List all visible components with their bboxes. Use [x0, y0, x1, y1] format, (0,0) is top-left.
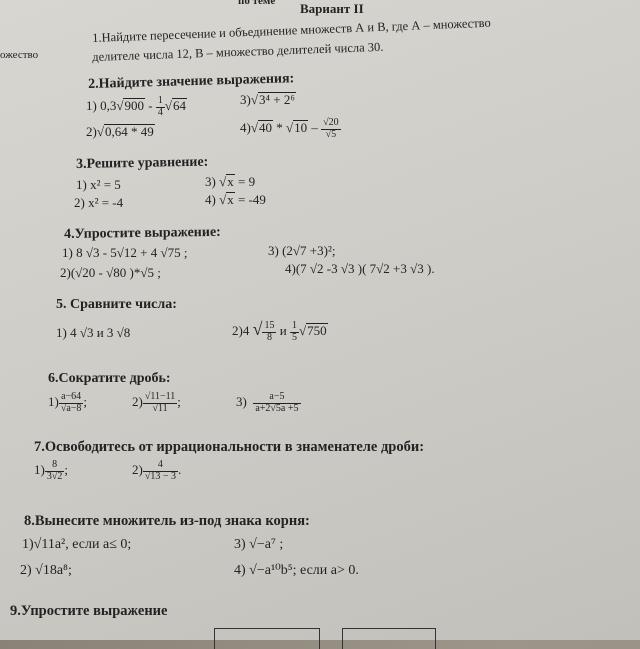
q5-title: 5. Сравните числа: [56, 297, 177, 312]
q9-expression-box-2 [342, 628, 436, 649]
q2-title: 2.Найдите значение выражения: [87, 71, 295, 92]
q1-line2: делителе числа 12, В – множество делителей числа 30. [91, 39, 384, 64]
q8-item3: 3) √−a⁷ ; [234, 537, 284, 552]
q6-item1: 1) $\frac{a-64}{√a-8}$ ; [48, 391, 88, 414]
q3-item3: 3) √x = 9 [205, 174, 256, 189]
q9-expression-box-1 [214, 628, 320, 649]
variant-title: Вариант II [300, 1, 364, 16]
q6-item2: 2) $\frac{√11-11}{√11}$ ; [132, 391, 181, 414]
q3-item2: 2) x² = -4 [74, 195, 124, 210]
side-fragment: ожество [0, 49, 39, 61]
q5-item1: 1) 4 √3 и 3 √8 [56, 325, 131, 340]
q4-item1: 1) 8 √3 - 5√12 + 4 √75 ; [62, 245, 188, 260]
q3-item1: 1) x² = 5 [76, 177, 121, 192]
q8-title: 8.Вынесите множитель из-под знака корня: [24, 513, 310, 529]
q4-title: 4.Упростите выражение: [63, 224, 221, 242]
q8-item1: 1)√11a², если a≤ 0; [22, 537, 132, 552]
q9-title: 9.Упростите выражение [10, 603, 168, 619]
q4-item4: 4)(7 √2 -3 √3 )( 7√2 +3 √3 ). [285, 261, 435, 276]
q8-item4: 4) √−a¹⁰b⁵; если a> 0. [234, 563, 359, 578]
q8-item2: 2) √18a⁸; [20, 563, 72, 578]
q2-item3: 3)√3⁴ + 2⁶ [240, 92, 295, 107]
top-fragment: по теме [238, 0, 276, 7]
q2-item2: 2)√0,64 * 49 [86, 124, 154, 139]
q3-item4: 4) √x = -49 [205, 192, 266, 207]
q7-item1: 1) $\frac{8}{3√2}$ ; [34, 459, 68, 482]
q4-item2: 2)(√20 - √80 )*√5 ; [60, 265, 161, 280]
q5-item2: 2)4 √ $\frac{15}{8}$ и $\frac{1}{5}$ √750 [232, 319, 327, 343]
q6-item3: 3) $\frac{a-5}{a+2√5a +5}$ [236, 391, 299, 414]
q7-item2: 2) $\frac{4}{√13 - 3}$ . [132, 459, 182, 482]
q3-title: 3.Решите уравнение: [75, 154, 209, 172]
q2-item1: 1) 0,3√900 - $\frac{1}{4}$ √64 [86, 95, 186, 118]
q4-item3: 3) (2√7 +3)²; [268, 243, 336, 258]
q1-line1: 1.Найдите пересечение и объединение множеств А и В, где А – множество [91, 15, 491, 45]
q7-title: 7.Освободитесь от иррациональности в знаменателе дроби: [34, 439, 425, 455]
q2-item4: 4)√40 * √10 – $\frac{√20}{√5}$ [240, 117, 339, 140]
q6-title: 6.Сократите дробь: [48, 371, 171, 386]
